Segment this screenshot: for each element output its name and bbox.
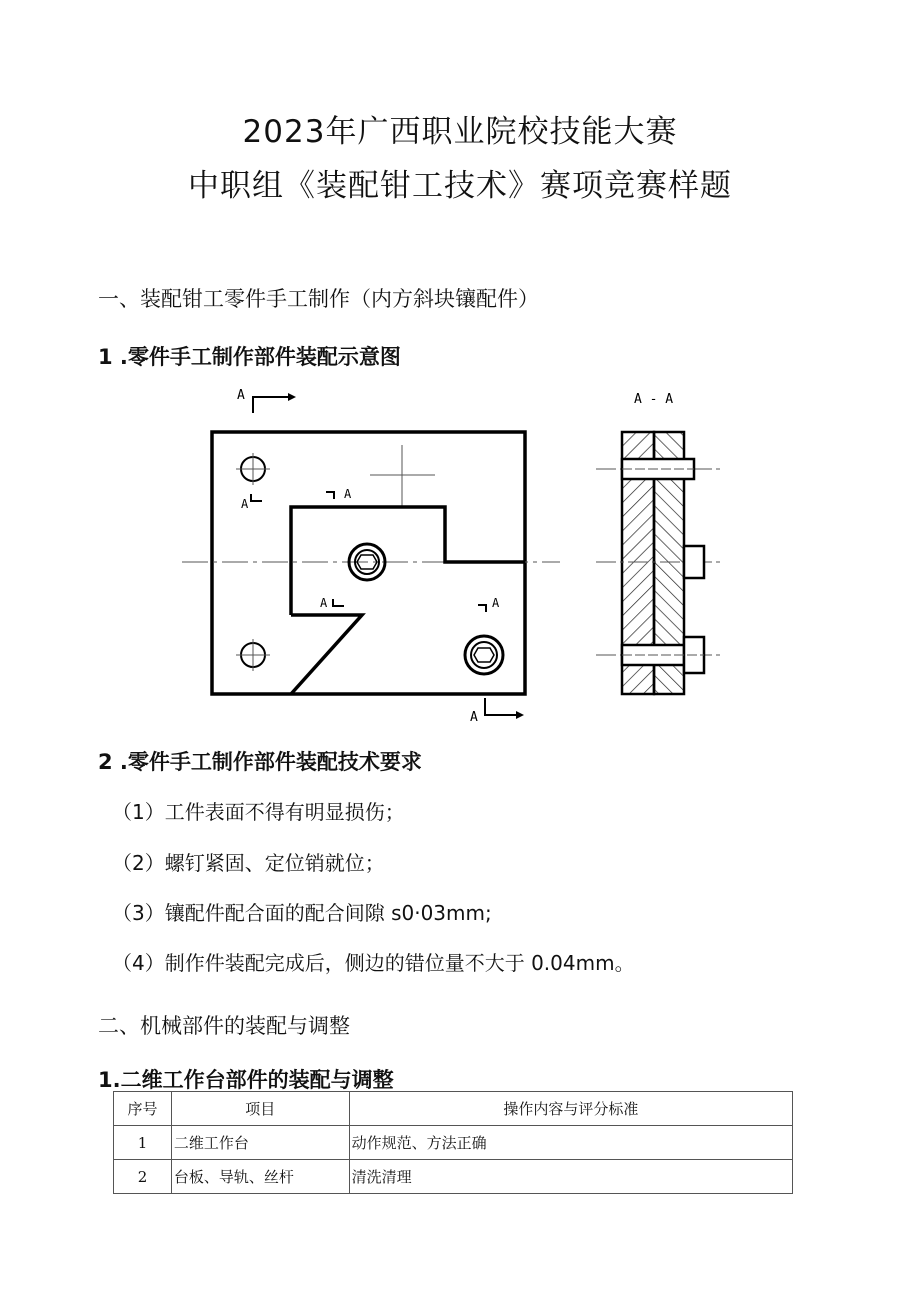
cell-item: 台板、导轨、丝杆	[171, 1160, 349, 1194]
section-mark-a1	[241, 494, 262, 511]
cell-index: 1	[114, 1126, 172, 1160]
section-heading-1: 一、装配钳工零件手工制作（内方斜块镶配件）	[98, 287, 539, 311]
header-criteria: 操作内容与评分标准	[349, 1092, 792, 1126]
table-row	[114, 1126, 793, 1160]
cell-index: 2	[114, 1160, 172, 1194]
screw-head-center	[684, 546, 704, 578]
requirement-4: （4）制作件装配完成后，侧边的错位量不大于 0.04mm。	[112, 951, 635, 975]
table-header-row	[114, 1092, 793, 1126]
table-row	[114, 1160, 793, 1194]
section-mark-a3	[320, 596, 344, 610]
svg-text:A: A	[470, 710, 478, 725]
subheading-1-2: 2 .零件手工制作部件装配技术要求	[98, 750, 422, 774]
section-heading-2: 二、机械部件的装配与调整	[98, 1014, 350, 1038]
operation-table	[113, 1091, 793, 1194]
cell-criteria: 动作规范、方法正确	[349, 1126, 792, 1160]
svg-text:A: A	[237, 388, 245, 403]
subheading-1-1: 1 .零件手工制作部件装配示意图	[98, 345, 401, 369]
requirement-2: （2）螺钉紧固、定位销就位；	[112, 851, 385, 875]
requirement-3: （3）镶配件配合面的配合间隙 s0·03mm;	[112, 901, 492, 925]
section-mark-a2	[326, 487, 352, 501]
screw-bottom-right	[465, 636, 503, 674]
subheading-2-1: 1.二维工作台部件的装配与调整	[98, 1068, 394, 1092]
assembly-drawing	[0, 375, 920, 735]
inlay-profile-lower	[291, 615, 362, 694]
requirement-1: （1）工件表面不得有明显损伤；	[112, 800, 405, 824]
header-index: 序号	[114, 1092, 172, 1126]
section-marker-bottom	[470, 698, 524, 725]
cell-item: 二维工作台	[171, 1126, 349, 1160]
front-view	[182, 388, 560, 725]
section-view-a-a	[596, 392, 720, 694]
svg-text:A: A	[492, 596, 500, 610]
document-title-line2: 中职组《装配钳工技术》赛项竞赛样题	[188, 168, 732, 204]
section-marker-top	[237, 388, 296, 413]
header-item: 项目	[171, 1092, 349, 1126]
cell-criteria: 清洗清理	[349, 1160, 792, 1194]
document-title-line1: 2023年广西职业院校技能大赛	[242, 114, 678, 150]
svg-text:A: A	[344, 487, 352, 501]
section-view-title: A - A	[634, 392, 674, 407]
section-mark-a4	[478, 596, 500, 612]
svg-text:A: A	[241, 497, 249, 511]
svg-text:A: A	[320, 596, 328, 610]
